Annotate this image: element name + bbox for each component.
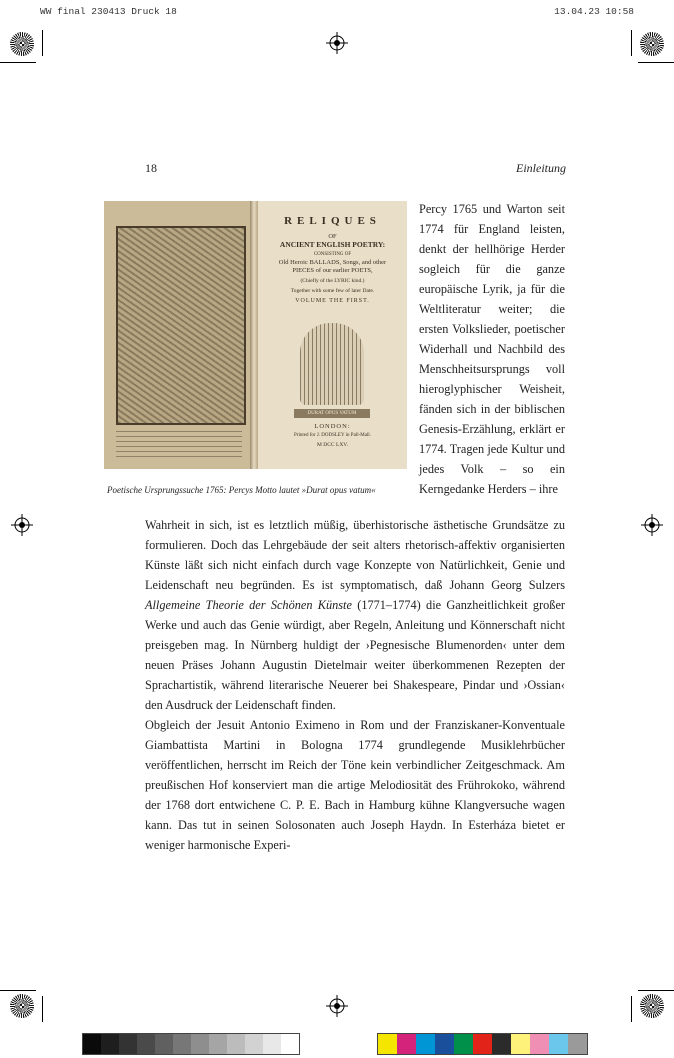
color-swatch [416,1034,435,1054]
color-swatch [549,1034,568,1054]
title-page-line: CONSISTING OF [313,252,352,257]
color-swatch [227,1034,245,1054]
color-swatch [530,1034,549,1054]
color-swatch [454,1034,473,1054]
color-swatch [209,1034,227,1054]
running-head: Einleitung [516,161,566,175]
color-swatch [397,1034,416,1054]
registration-mark-icon [641,514,663,536]
figure-caption: Poetische Ursprungssuche 1765: Percys Motto lautet »Durat opus vatum« [107,485,376,495]
color-swatch [119,1034,137,1054]
color-swatch [245,1034,263,1054]
color-swatch [568,1034,587,1054]
page-number: 18 [145,161,157,175]
vignette-harp-illustration [300,323,364,405]
paragraph-intro: Percy 1765 und Warton seit 1774 für England leisten, denkt der hellhörige Herder sogleich für die ganze europäische Lyrik, ja für die Weltliteratur weiter; die ersten Volkslieder, poetischer Widerhall und Nachbild des Menschheitsursprungs voll hieroglyphischer Weisheit, fänden sich in der biblischen Genesis-Erzählung, erklärt er 1774. Tragen jede Kultur und jedes Volk – so ein Kerngedanke Herders – ihre [419,202,565,496]
color-swatch [435,1034,454,1054]
crop-mark [0,62,36,63]
engraving-illustration [116,226,246,425]
title-page-line: PIECES of our earlier POETS, [292,267,373,274]
title-page-line: VOLUME THE FIRST. [295,298,370,304]
title-page-heading: RELIQUES [284,215,381,227]
imprint-line: LONDON: [314,423,351,430]
imprint-line: Printed for J. DODSLEY in Pall-Mall. [294,433,371,438]
engraving-caption-lines [116,427,242,457]
paragraph-1-text-b: (1771–1774) die Ganzheitlichkeit großer Werke und auch das Genie würdigt, aber Regeln, Anleitung und Könnerschaft nicht preisgeben mag. In Nürnberg huldigt der ›Pegnesische Blumenorden‹ unter dem neuen Präses Johann Augustin Dietelmair weiter überkommenen Rezepten der Sprachartistik, während literarische Neuerer bei Shakespeare, Pindar und ›Ossian‹ den Ausdruck der Leidenschaft finden. [145,598,565,712]
paragraph-2: Obgleich der Jesuit Antonio Eximeno in Rom und der Franziskaner-Konventuale Giambattista Martini in Bologna 1774 grundlegende Musiklehrbücher veröffentlichen, herrscht im Reich der Töne kein verbindlicher Zeitgeschmack. Am preußischen Hof konserviert man die artige Melodiosität des Frührokoko, während der 1768 dort entwichene C. P. E. Bach in Hamburg kühne Klangversuche wagen kann. Das tut in seinen Solosonaten auch Joseph Haydn. In Esterháza bietet er weniger harmonische Experi- [145,718,565,852]
crop-mark [631,996,632,1022]
crop-mark [42,30,43,56]
crop-mark [631,30,632,56]
paragraph-1-text-a: Wahrheit in sich, ist es letztlich müßig, überhistorische ästhetische Grundsätze zu formulieren. Doch das Lehrgebäude der seit alters rhetorisch-affektiv organisierten Künste läßt sich nicht einfach durch vage Konzepte von Natürlichkeit, Genie und Leidenschaft neu begründen. Es ist symptomatisch, daß Johann Georg Sulzers [145,518,565,592]
motto-banner: DURAT OPUS VATUM [294,409,370,418]
registration-mark-icon [11,514,33,536]
star-target-icon [10,32,34,56]
title-page-line: ANCIENT ENGLISH POETRY: [279,240,386,249]
color-swatch [492,1034,511,1054]
star-target-icon [640,32,664,56]
slug-right: 13.04.23 10:58 [554,6,634,17]
text-column-full [145,515,565,855]
text-column-right [419,199,565,499]
frontispiece-page [104,201,254,469]
color-swatch [511,1034,530,1054]
gray-control-bar [82,1033,300,1055]
color-swatch [281,1034,299,1054]
slug-left: WW final 230413 Druck 18 [40,6,177,17]
star-target-icon [10,994,34,1018]
crop-mark [638,62,674,63]
title-page-line: Together with some few of later Date. [290,288,375,294]
color-control-bar [377,1033,588,1055]
title-page-line: (Chiefly of the LYRIC kind.) [300,278,365,284]
registration-mark-icon [326,995,348,1017]
color-swatch [173,1034,191,1054]
color-swatch [155,1034,173,1054]
color-swatch [473,1034,492,1054]
title-page-line: Old Heroic BALLADS, Songs, and other [278,259,387,266]
figure-image [104,201,407,469]
title-page [258,201,407,469]
book-gutter [250,201,258,469]
book-title: Allgemeine Theorie der Schönen Künste [145,598,352,612]
color-swatch [378,1034,397,1054]
crop-mark [42,996,43,1022]
color-swatch [101,1034,119,1054]
imprint-line: M DCC LXV. [317,442,348,448]
color-swatch [137,1034,155,1054]
registration-mark-icon [326,32,348,54]
crop-mark [638,990,674,991]
crop-mark [0,990,36,991]
star-target-icon [640,994,664,1018]
title-page-line: OF [328,233,337,240]
color-swatch [83,1034,101,1054]
color-swatch [263,1034,281,1054]
color-swatch [191,1034,209,1054]
paragraph-1 [145,515,565,715]
